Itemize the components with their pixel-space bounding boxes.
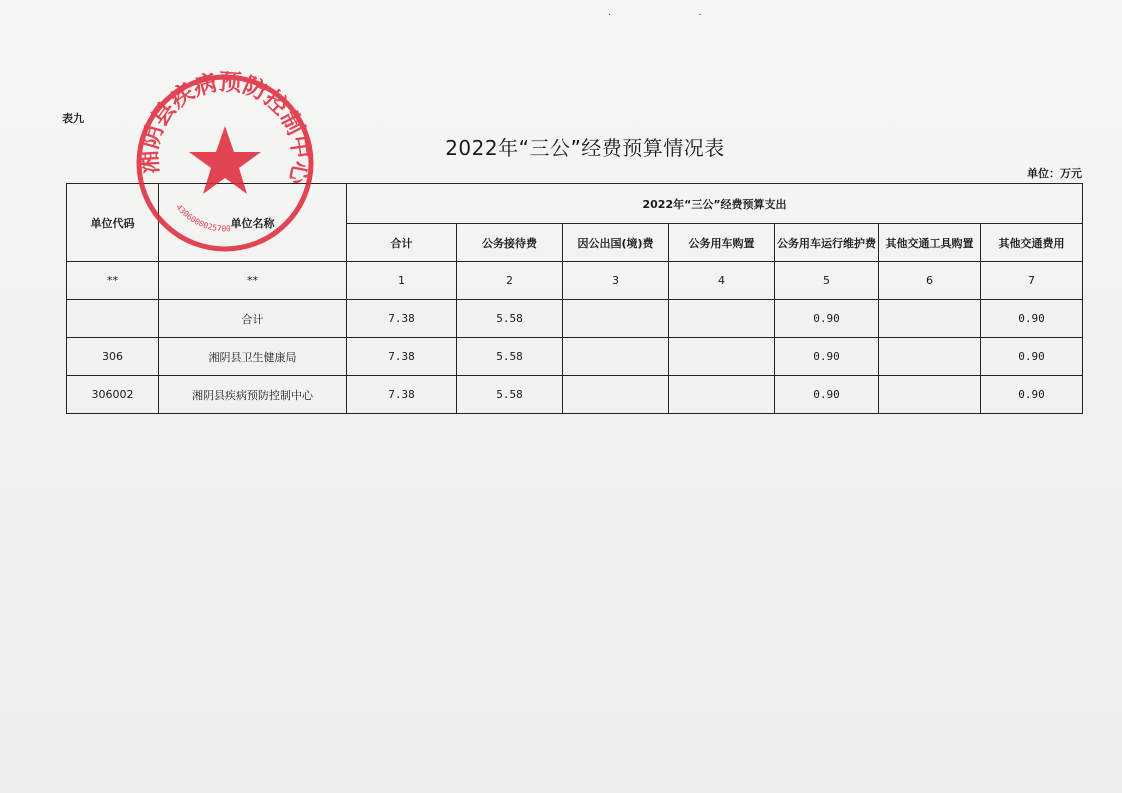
page-title: 2022年“三公”经费预算情况表: [445, 136, 725, 160]
index-cell: 4: [669, 262, 775, 300]
table-row: [67, 300, 1083, 338]
index-cell: 2: [457, 262, 563, 300]
header-unit-code: 单位代码: [67, 184, 159, 262]
other-vehicle-purchase-cell: [879, 300, 981, 338]
unit-name-cell: 湘阴县疾病预防控制中心: [159, 376, 347, 414]
header-total: 合计: [347, 224, 457, 262]
reception-cell: 5.58: [457, 338, 563, 376]
header-group-budget: 2022年“三公”经费预算支出: [347, 184, 1083, 224]
seal-number-text: 4306000025700: [174, 202, 232, 234]
other-transport-cell: 0.90: [981, 300, 1083, 338]
index-row: [67, 262, 1083, 300]
index-cell: **: [67, 262, 159, 300]
abroad-cell: [563, 300, 669, 338]
table-row: [67, 338, 1083, 376]
vehicle-maintenance-cell: 0.90: [775, 338, 879, 376]
vehicle-purchase-cell: [669, 300, 775, 338]
header-abroad: 因公出国(境)费: [563, 224, 669, 262]
header-reception: 公务接待费: [457, 224, 563, 262]
unit-code-cell: [67, 300, 159, 338]
abroad-cell: [563, 376, 669, 414]
budget-table: [66, 183, 1083, 414]
vehicle-maintenance-cell: 0.90: [775, 376, 879, 414]
seal-name-text: 湘阴县疾病预防控制中心: [135, 68, 315, 187]
reception-cell: 5.58: [457, 300, 563, 338]
vehicle-purchase-cell: [669, 376, 775, 414]
unit-name-cell: 合计: [159, 300, 347, 338]
total-cell: 7.38: [347, 338, 457, 376]
other-vehicle-purchase-cell: [879, 338, 981, 376]
header-other-transport: 其他交通费用: [981, 224, 1083, 262]
other-vehicle-purchase-cell: [879, 376, 981, 414]
total-cell: 7.38: [347, 300, 457, 338]
table-number-label: 表九: [62, 112, 84, 125]
unit-code-cell: 306: [67, 338, 159, 376]
index-cell: **: [159, 262, 347, 300]
header-vehicle-maintenance: 公务用车运行维护费: [775, 224, 879, 262]
unit-name-cell: 湘阴县卫生健康局: [159, 338, 347, 376]
index-cell: 7: [981, 262, 1083, 300]
header-vehicle-purchase: 公务用车购置: [669, 224, 775, 262]
other-transport-cell: 0.90: [981, 338, 1083, 376]
vehicle-maintenance-cell: 0.90: [775, 300, 879, 338]
index-cell: 6: [879, 262, 981, 300]
unit-code-cell: 306002: [67, 376, 159, 414]
abroad-cell: [563, 338, 669, 376]
table-row: [67, 376, 1083, 414]
index-cell: 3: [563, 262, 669, 300]
header-other-vehicle-purchase: 其他交通工具购置: [879, 224, 981, 262]
header-row-1: [67, 184, 1083, 224]
vehicle-purchase-cell: [669, 338, 775, 376]
other-transport-cell: 0.90: [981, 376, 1083, 414]
index-cell: 5: [775, 262, 879, 300]
reception-cell: 5.58: [457, 376, 563, 414]
scan-specks: · ·: [608, 10, 744, 21]
unit-label: 单位：万元: [1027, 167, 1082, 180]
total-cell: 7.38: [347, 376, 457, 414]
index-cell: 1: [347, 262, 457, 300]
header-unit-name: 单位名称: [159, 184, 347, 262]
